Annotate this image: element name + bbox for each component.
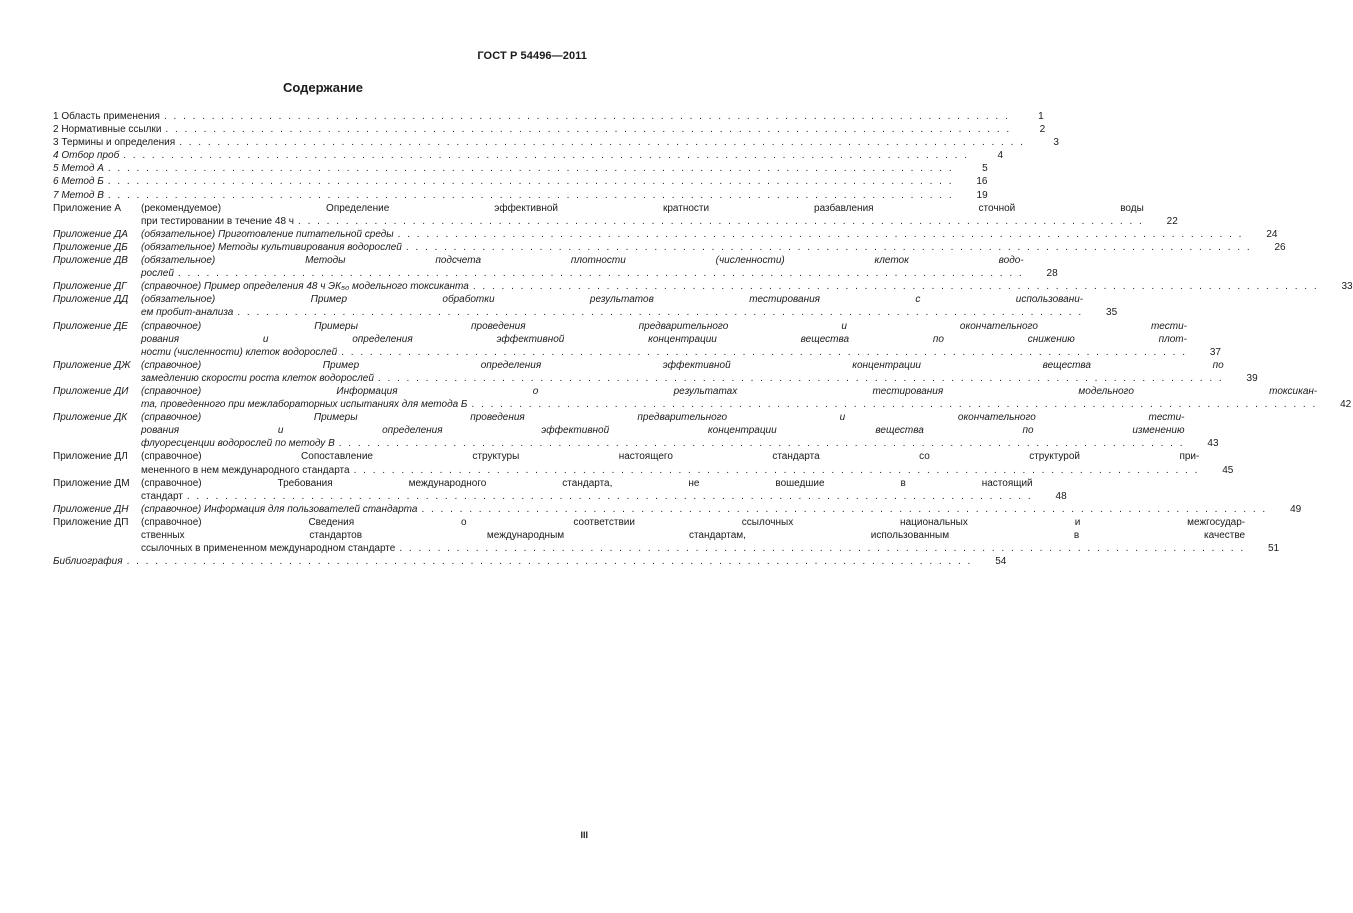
toc-appendix-entry[interactable] (53, 228, 1278, 241)
appendix-prefix: Приложение ДК (53, 412, 128, 424)
appendix-last-line (141, 490, 1067, 503)
appendix-prefix: Приложение ДИ (53, 385, 129, 397)
toc-bibliography[interactable] (53, 555, 1007, 568)
appendix-title-line: при тестировании в течение 48 ч (141, 215, 295, 227)
dot-leader (378, 372, 1224, 385)
dot-leader (178, 267, 1024, 280)
toc-entry-page: 5 (982, 163, 988, 175)
appendix-prefix: Приложение ДМ (53, 477, 130, 489)
toc-entry-page: 1 (1038, 111, 1044, 122)
appendix-title-line: (справочное) Информация о результатах тестирования модельного токсикан- (141, 385, 1318, 397)
toc-appendix-entry[interactable] (53, 503, 1302, 516)
appendix-title-line: (справочное) Примеры проведения предварительного и окончательного тести- (141, 320, 1187, 332)
appendix-page: 24 (1266, 228, 1278, 240)
appendix-page: 43 (1207, 438, 1219, 450)
appendix-body (141, 385, 1351, 411)
appendix-prefix: Приложение ДД (53, 294, 129, 306)
dot-leader (164, 110, 1010, 123)
appendix-body (141, 503, 1301, 516)
toc-appendix-entry[interactable] (53, 241, 1286, 254)
dot-leader (406, 241, 1252, 254)
dot-leader (298, 215, 1144, 228)
appendix-title-line: мененного в нем международного стандарта (141, 464, 350, 476)
appendix-title-line: (обязательное) Методы культивирования водорослей (141, 241, 402, 253)
toc-appendix-entry[interactable] (53, 477, 1067, 503)
appendix-title-line: (справочное) Пример определения эффективной концентрации вещества по (141, 359, 1224, 371)
appendix-prefix: Приложение ДН (53, 503, 129, 515)
appendix-body (141, 359, 1258, 385)
dot-leader (421, 503, 1267, 516)
appendix-title-line: рования и определения эффективной концентрации вещества по изменению (141, 425, 1185, 437)
appendix-page: 51 (1267, 543, 1280, 555)
page-title: Содержание (282, 80, 364, 95)
dot-leader (399, 542, 1245, 555)
dot-leader (339, 437, 1185, 450)
appendix-prefix: Приложение ДВ (53, 255, 128, 267)
appendix-body (141, 516, 1279, 555)
toc-appendix-entry[interactable] (53, 385, 1352, 411)
toc-entry-page: 2 (1039, 124, 1046, 136)
appendix-title-line: (справочное) Сопоставление структуры настоящего стандарта со структурой при- (141, 451, 1200, 463)
appendix-page: 42 (1340, 399, 1352, 411)
appendix-body (141, 320, 1221, 359)
appendix-title-line: (справочное) Пример определения 48 ч ЭК₅₀ модельного токсиканта (141, 281, 469, 293)
appendix-body (141, 254, 1058, 280)
appendix-page: 26 (1274, 241, 1286, 253)
dot-leader (108, 162, 954, 175)
toc-entry[interactable] (53, 136, 1059, 149)
appendix-body (141, 293, 1117, 319)
toc-entry[interactable] (53, 189, 988, 202)
toc-entry[interactable] (53, 110, 1044, 123)
toc-entry-label: 4 Отбор проб (53, 150, 120, 162)
toc-appendix-entry[interactable] (53, 293, 1118, 319)
appendix-page: 45 (1222, 464, 1234, 476)
toc-appendix-entry[interactable] (53, 516, 1280, 555)
appendix-page: 49 (1290, 503, 1302, 515)
dot-leader (179, 136, 1025, 149)
toc-entry[interactable] (53, 175, 988, 188)
page-folio: III (580, 830, 588, 840)
appendix-last-line (141, 398, 1351, 411)
bibliography-label: Библиография (53, 556, 123, 568)
dot-leader (108, 175, 954, 188)
appendix-prefix: Приложение А (53, 202, 122, 214)
toc-appendix-entry[interactable] (53, 254, 1058, 280)
dot-leader (187, 490, 1033, 503)
appendix-title-line: (обязательное) Методы подсчета плотности (численности) клеток водо- (141, 255, 1024, 267)
appendix-last-line (141, 241, 1286, 254)
appendix-last-line (141, 215, 1178, 228)
toc-entry-page: 19 (976, 189, 988, 201)
toc-entry[interactable] (53, 149, 1003, 162)
appendix-title-line: ственных стандартов международным стандартам, использованным в качестве (141, 530, 1246, 541)
dot-leader (398, 228, 1244, 241)
appendix-title-line: (обязательное) Приготовление питательной среды (141, 228, 394, 240)
appendix-prefix: Приложение ДЛ (53, 451, 128, 463)
toc-appendix-entry[interactable] (53, 450, 1234, 476)
toc-appendix-entry[interactable] (53, 359, 1258, 385)
appendix-last-line (141, 280, 1353, 293)
toc-entry-label: 1 Область применения (53, 111, 160, 122)
toc-appendix-entry[interactable] (53, 280, 1353, 293)
toc-entry-label: 6 Метод Б (53, 176, 104, 188)
appendix-last-line (141, 372, 1258, 385)
table-of-contents (53, 110, 1353, 568)
toc-entry[interactable] (53, 123, 1046, 136)
appendix-body (141, 411, 1219, 450)
appendix-title-line: замедлению скорости роста клеток водорослей (141, 372, 374, 384)
appendix-page: 28 (1046, 268, 1058, 280)
appendix-prefix: Приложение ДЕ (53, 320, 128, 332)
appendix-last-line (141, 228, 1277, 241)
appendix-title-line: (справочное) Требования международного стандарта, не вошедшие в настоящий (141, 477, 1033, 489)
appendix-title-line: (справочное) Примеры проведения предварительного и окончательного тести- (141, 412, 1185, 424)
appendix-body (141, 228, 1277, 241)
toc-appendix-entry[interactable] (53, 202, 1178, 228)
appendix-prefix: Приложение ДП (53, 516, 129, 528)
appendix-body (141, 241, 1286, 254)
appendix-last-line (141, 267, 1058, 280)
appendix-title-line: ем пробит-анализа (141, 307, 234, 319)
dot-leader (237, 306, 1083, 319)
appendix-body (141, 477, 1067, 503)
toc-entry-page: 4 (997, 150, 1003, 162)
appendix-body (141, 280, 1353, 293)
appendix-title-line: стандарт (141, 490, 183, 502)
toc-appendix-entry[interactable] (53, 320, 1221, 359)
appendix-page: 33 (1341, 281, 1353, 293)
toc-entry-label: 2 Нормативные ссылки (53, 124, 162, 136)
standard-designation: ГОСТ Р 54496—2011 (477, 50, 587, 62)
appendix-title-line: та, проведенного при межлабораторных испытаниях для метода Б (141, 399, 468, 411)
dot-leader (108, 189, 954, 202)
appendix-prefix: Приложение ДЖ (53, 359, 131, 371)
appendix-last-line (141, 306, 1117, 319)
appendix-page: 48 (1055, 490, 1067, 502)
appendix-prefix: Приложение ДГ (53, 281, 127, 293)
appendix-prefix: Приложение ДА (53, 228, 128, 240)
appendix-page: 22 (1166, 215, 1178, 227)
appendix-title-line: ссылочных в примененном международном стандарте (141, 543, 396, 555)
dot-leader (123, 149, 969, 162)
appendix-last-line (141, 464, 1233, 477)
appendix-body (141, 450, 1233, 476)
toc-entry-label: 7 Метод В (53, 189, 104, 201)
appendix-title-line: ности (численности) клеток водорослей (141, 346, 338, 358)
appendix-title-line: (рекомендуемое) Определение эффективной кратности разбавления сточной воды (141, 202, 1144, 214)
appendix-title-line: (справочное) Сведения о соответствии ссылочных национальных и межгосудар- (141, 516, 1246, 528)
toc-entry-page: 16 (976, 176, 988, 188)
dot-leader (471, 398, 1317, 411)
appendix-last-line (141, 346, 1221, 359)
appendix-body (141, 202, 1178, 228)
toc-entry[interactable] (53, 162, 988, 175)
appendix-last-line (141, 503, 1301, 516)
appendix-prefix: Приложение ДБ (53, 241, 128, 253)
dot-leader (165, 123, 1011, 136)
dot-leader (341, 346, 1187, 359)
appendix-last-line (141, 437, 1219, 450)
appendix-page: 37 (1209, 346, 1221, 358)
dot-leader (473, 280, 1319, 293)
appendix-last-line (141, 542, 1279, 555)
bibliography-page: 54 (995, 556, 1007, 568)
appendix-title-line: флуоресценции водорослей по методу В (141, 438, 335, 450)
toc-entry-label: 3 Термины и определения (53, 137, 176, 149)
dot-leader (127, 555, 973, 568)
dot-leader (354, 464, 1200, 477)
appendix-title-line: (обязательное) Пример обработки результатов тестирования с использовани- (141, 294, 1084, 306)
appendix-title-line: рослей (141, 268, 174, 280)
appendix-page: 35 (1106, 307, 1118, 319)
toc-entry-label: 5 Метод А (53, 163, 104, 175)
toc-entry-page: 3 (1053, 137, 1059, 149)
appendix-title-line: (справочное) Информация для пользователей стандарта (141, 503, 418, 515)
toc-appendix-entry[interactable] (53, 411, 1219, 450)
appendix-page: 39 (1246, 372, 1258, 384)
appendix-title-line: рования и определения эффективной концентрации вещества по снижению плот- (141, 333, 1187, 345)
